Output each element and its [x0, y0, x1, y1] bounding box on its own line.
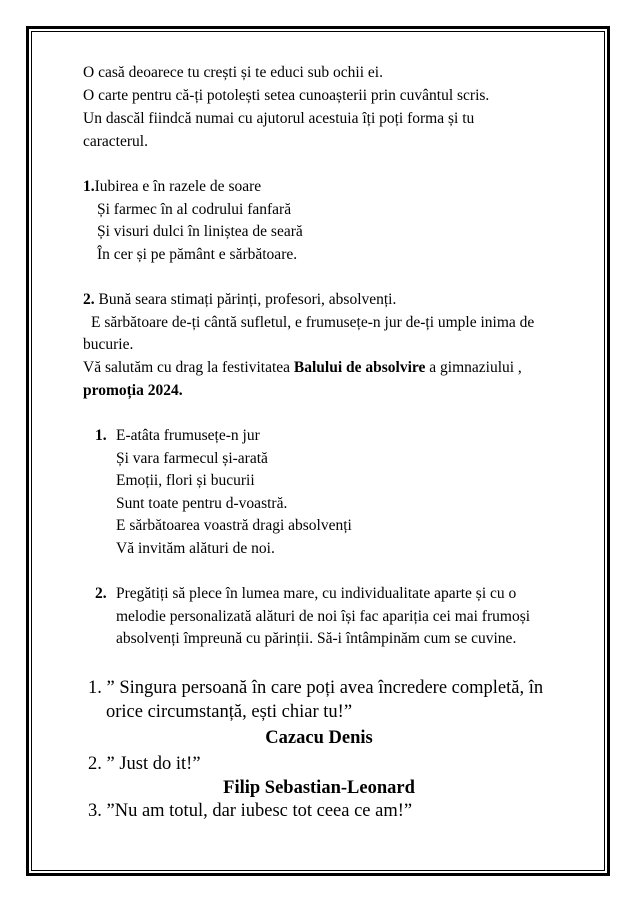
list-item-line: E sărbătoarea voastră dragi absolvenți [116, 517, 352, 534]
intro-line: O carte pentru că-ți potolești setea cunoașterii prin cuvântul scris. [83, 87, 490, 104]
poem1-first-line [83, 177, 261, 197]
section2-number: 2. [83, 291, 95, 308]
quote2-author: Filip Sebastian-Leonard [223, 778, 415, 798]
section2-text: Vă salutăm cu drag la festivitatea [83, 359, 294, 376]
poem1-line: Și visuri dulci în liniștea de seară [97, 223, 303, 240]
list-item-line: Vă invităm alături de noi. [116, 540, 275, 557]
section2-line4 [83, 358, 522, 378]
section2-text: a gimnaziului , [425, 359, 522, 376]
quote1-author: Cazacu Denis [265, 728, 373, 748]
section2-line1 [83, 290, 396, 310]
list-item-line: absolvenți împreună cu părinții. Să-i întâmpinăm cum se cuvine. [116, 630, 517, 647]
list-item-line: Pregătiți să plece în lumea mare, cu individualitate aparte și cu o [116, 585, 517, 602]
list-item-line: E-atâta frumusețe-n jur [116, 427, 260, 444]
section2-line3: bucurie. [83, 336, 134, 353]
list-item-line: Sunt toate pentru d-voastră. [116, 495, 288, 512]
quote1-line2: orice circumstanță, ești chiar tu!” [106, 702, 353, 722]
quote2: 2. ” Just do it!” [88, 754, 201, 774]
poem1-line: Și farmec în al codrului fanfară [97, 201, 292, 218]
intro-line: caracterul. [83, 133, 148, 150]
intro-line: Un dascăl fiindcă numai cu ajutorul acestuia îți poți forma și tu [83, 110, 475, 127]
list-number [95, 584, 107, 604]
poem1-line: Iubirea e în razele de soare [94, 178, 262, 195]
poem1-number: 1. [83, 178, 95, 195]
list-number-text: 1. [95, 427, 107, 444]
quote3: 3. ”Nu am totul, dar iubesc tot ceea ce am!” [88, 801, 413, 821]
list-item-line: melodie personalizată alături de noi își fac apariția cei mai frumoși [116, 608, 531, 625]
quote1-line1: 1. ” Singura persoană în care poți avea încredere completă, în [88, 678, 544, 698]
list-number [95, 426, 107, 446]
list-number-text: 2. [95, 585, 107, 602]
section2-text: Bună seara stimați părinți, profesori, absolvenți. [98, 291, 397, 308]
section2-bold-text: Balului de absolvire [293, 359, 426, 376]
intro-line: O casă deoarece tu crești și te educi sub ochii ei. [83, 64, 383, 81]
list-item-line: Și vara farmecul și-arată [116, 450, 268, 467]
section2-line5: promoția 2024. [83, 382, 183, 399]
poem1-line: În cer și pe pământ e sărbătoare. [97, 246, 298, 263]
section2-line2: E sărbătoare de-ți cântă sufletul, e frumusețe-n jur de-ți umple inima de [91, 314, 535, 331]
list-item-line: Emoții, flori și bucurii [116, 472, 255, 489]
